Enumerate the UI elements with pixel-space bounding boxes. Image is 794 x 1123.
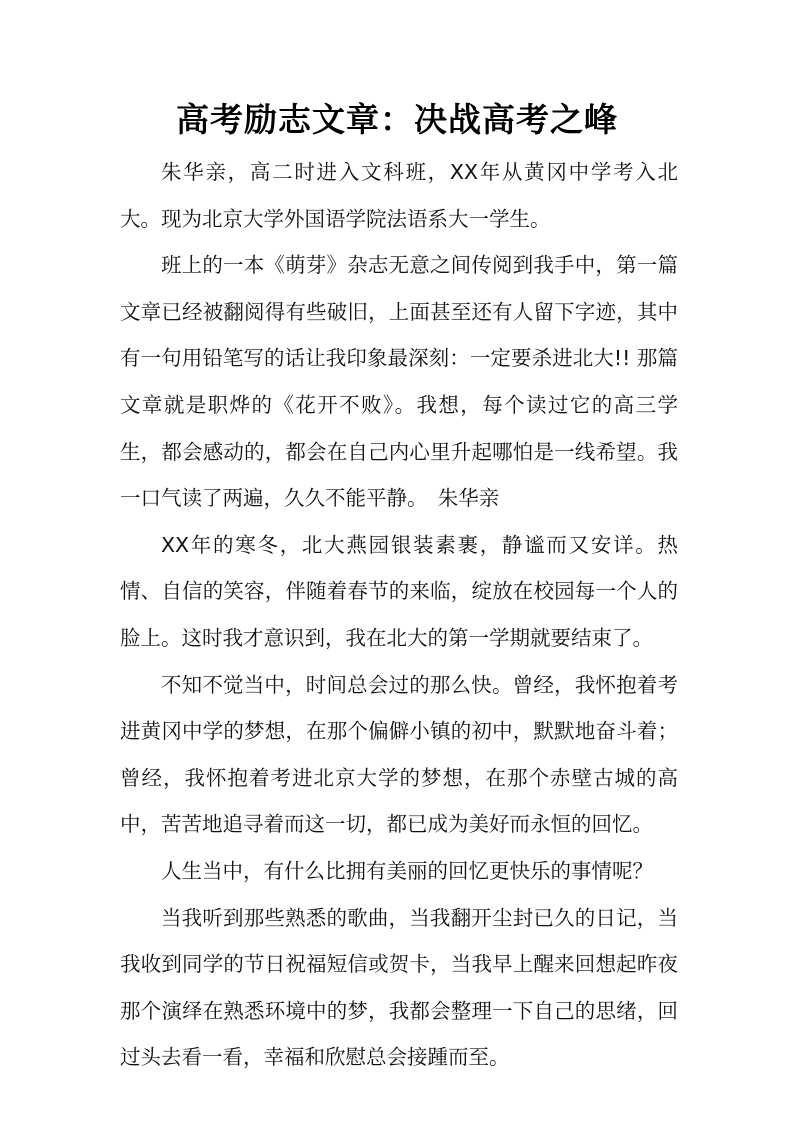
paragraph-mengya: 班上的一本《萌芽》杂志无意之间传阅到我手中，第一篇文章已经被翻阅得有些破旧，上面甚至还有人留下字迹，其中有一句用铅笔写的话让我印象最深刻：一定要杀进北大!! 那篇文章就是职烨的《花开不败》。我想，每个读过它的高三学生，都会感动的，都会在自己内心里升起哪怕是一线希望。我一口气读了两遍，久久不能平静。 朱华亲 (120, 253, 678, 511)
paragraph-memories: 当我听到那些熟悉的歌曲，当我翻开尘封已久的日记，当我收到同学的节日祝福短信或贺卡，当我早上醒来回想起昨夜那个演绎在熟悉环境中的梦，我都会整理一下自己的思绪，回过头去看一看，幸福和欣慰总会接踵而至。 (120, 905, 678, 1070)
document-body (120, 149, 678, 1081)
paragraph-winter: XX年的寒冬，北大燕园银装素裹，静谧而又安详。热情、自信的笑容，伴随着春节的来临，绽放在校园每一个人的脸上。这时我才意识到，我在北大的第一学期就要结束了。 (120, 532, 678, 650)
document-title: 高考励志文章：决战高考之峰 (176, 100, 618, 139)
paragraph-time: 不知不觉当中，时间总会过的那么快。曾经，我怀抱着考进黄冈中学的梦想，在那个偏僻小镇的初中，默默地奋斗着；曾经，我怀抱着考进北京大学的梦想，在那个赤壁古城的高中，苦苦地追寻着而这一切，都已成为美好而永恒的回忆。 (120, 672, 678, 837)
paragraph-intro: 朱华亲，高二时进入文科班，XX年从黄冈中学考入北大。现为北京大学外国语学院法语系大一学生。 (120, 160, 678, 231)
paragraph-question: 人生当中，有什么比拥有美丽的回忆更快乐的事情呢？ (161, 858, 653, 883)
